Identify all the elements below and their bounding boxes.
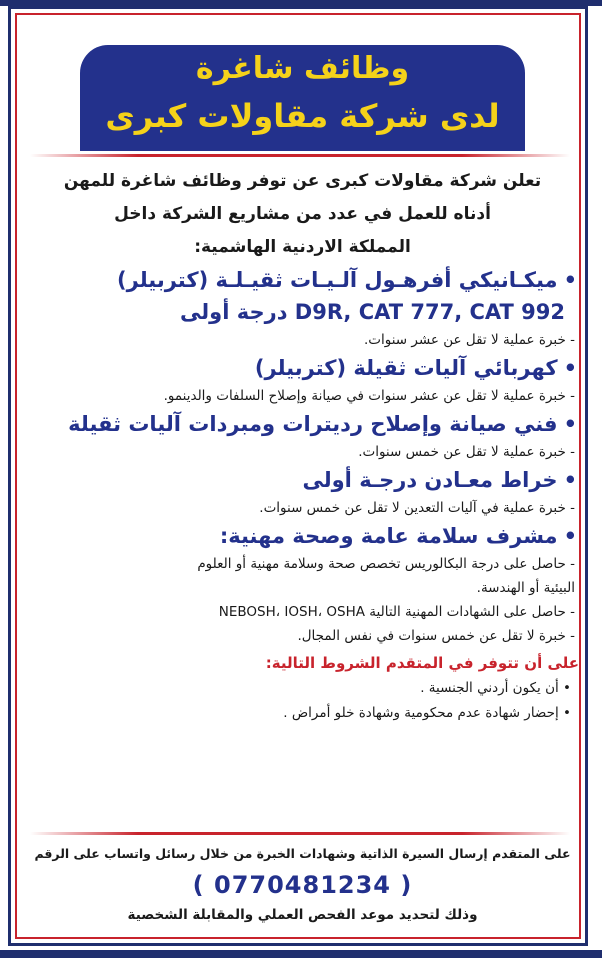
- divider-top: [30, 154, 570, 157]
- bullet-icon: •: [563, 268, 577, 292]
- job-detail: - خبرة عملية لا تقل عن خمس سنوات.: [358, 444, 575, 460]
- banner-subtitle: لدى شركة مقاولات كبرى: [105, 97, 500, 135]
- job-title-5: •مشرف سلامة عامة وصحة مهنية:: [219, 524, 577, 548]
- job-detail: البيئية أو الهندسة.: [476, 580, 575, 596]
- bullet-icon: •: [563, 356, 577, 380]
- bullet-icon: •: [563, 412, 577, 436]
- contact-instructions: على المتقدم إرسال السيرة الذاتية وشهادات الخبرة من خلال رسائل واتساب على الرقم: [34, 846, 571, 861]
- banner-title: وظائف شاغرة: [195, 51, 410, 86]
- job-detail: - حاصل على درجة البكالوريس تخصص صحة وسلامة مهنية أو العلوم: [197, 556, 575, 572]
- job-detail: - خبرة عملية لا تقل عن عشر سنوات في صيانة وإصلاح السلفات والدينمو.: [163, 388, 575, 404]
- job-detail: - حاصل على الشهادات المهنية التالية NEBOSH، IOSH، OSHA: [218, 604, 575, 620]
- bottom-stripe: [0, 950, 602, 958]
- condition-item: • أن يكون أردني الجنسية .: [420, 680, 571, 696]
- interview-note: وذلك لتحديد موعد الفحص العملي والمقابلة الشخصية: [127, 907, 478, 923]
- phone-number[interactable]: ( 0770481234 ): [192, 871, 413, 899]
- ad-body: [26, 165, 579, 726]
- job-detail: - خبرة لا تقل عن خمس سنوات في نفس المجال.: [297, 628, 575, 644]
- intro-line-1: تعلن شركة مقاولات كبرى عن توفر وظائف شاغرة للمهن: [63, 171, 542, 191]
- intro-line-3: المملكة الاردنية الهاشمية:: [194, 237, 411, 257]
- job-title-1: •ميكـانيكي أفرهـول آلـيـات ثقيـلـة (كتربيلر): [117, 268, 577, 292]
- bullet-icon: •: [563, 468, 577, 492]
- bullet-icon: •: [563, 524, 577, 548]
- job-subtitle-1: D9R, CAT 777, CAT 992 درجة أولى: [180, 300, 565, 324]
- divider-bottom: [30, 832, 570, 835]
- job-title-4: •خراط معـادن درجـة أولى: [302, 468, 577, 492]
- job-title-3: •فني صيانة وإصلاح رديترات ومبردات آليات ثقيلة: [68, 412, 577, 436]
- intro-line-2: أدناه للعمل في عدد من مشاريع الشركة داخل: [114, 204, 491, 224]
- job-detail: - خبرة عملية في آليات التعدين لا تقل عن خمس سنوات.: [259, 500, 575, 516]
- condition-item: • إحضار شهادة عدم محكومية وشهادة خلو أمراض .: [283, 705, 571, 721]
- job-title-2: •كهربائي آليات ثقيلة (كتربيلر): [254, 356, 577, 380]
- conditions-heading: على أن تتوفر في المتقدم الشروط التالية:: [265, 654, 579, 672]
- title-banner: [80, 45, 525, 151]
- job-detail: - خبرة عملية لا تقل عن عشر سنوات.: [364, 332, 575, 348]
- contact-footer: [26, 842, 579, 926]
